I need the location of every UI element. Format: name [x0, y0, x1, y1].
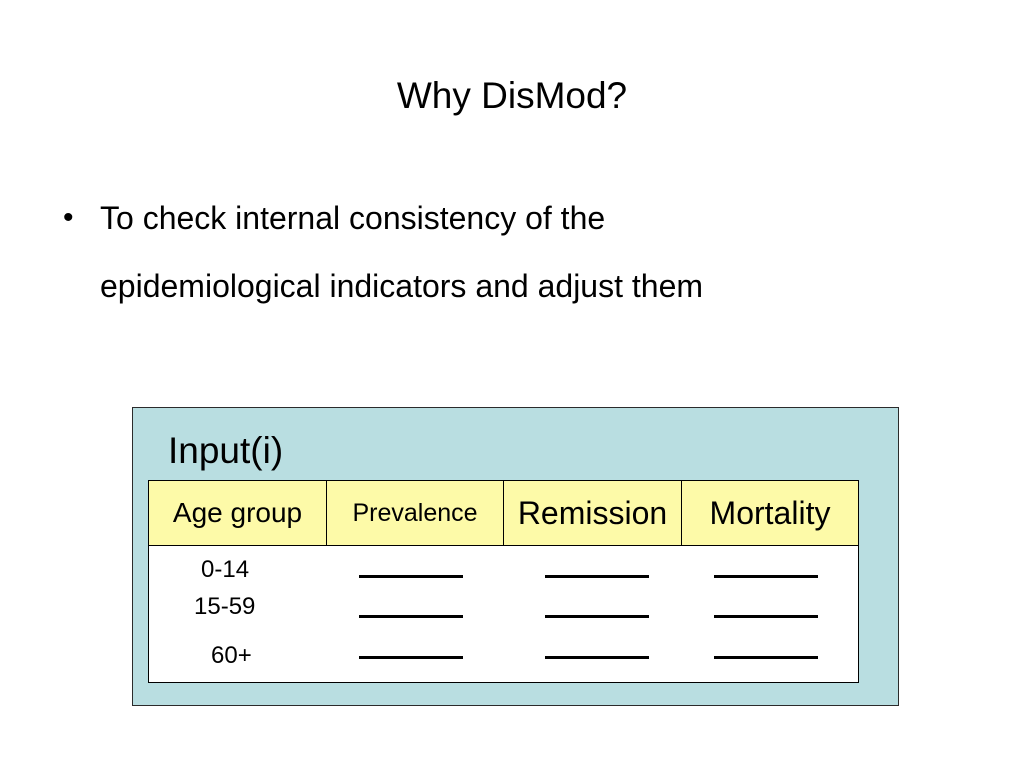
blank-remission-0-14 [545, 575, 649, 578]
table-header-row [149, 481, 858, 546]
input-panel-title: Input(i) [168, 430, 284, 471]
bullet-text-line-2: epidemiological indicators and adjust them [100, 268, 704, 304]
age-group-label: 0-14 [201, 556, 250, 583]
blank-prevalence-15-59 [359, 615, 463, 618]
blank-mortality-15-59 [714, 615, 818, 618]
header-remission: Remission [504, 481, 682, 545]
bullet-dot: • [63, 201, 74, 234]
blank-prevalence-0-14 [359, 575, 463, 578]
age-group-label: 60+ [211, 642, 252, 669]
header-mortality: Mortality [709, 494, 831, 531]
header-prevalence: Prevalence [327, 481, 504, 545]
bullet-text-line-1: To check internal consistency of the [100, 200, 606, 236]
age-group-label: 15-59 [194, 593, 256, 620]
header-age-group: Age group [149, 481, 327, 545]
blank-prevalence-60plus [359, 656, 463, 659]
blank-mortality-0-14 [714, 575, 818, 578]
blank-mortality-60plus [714, 656, 818, 659]
slide-title: Why DisMod? [396, 75, 628, 116]
blank-remission-15-59 [545, 615, 649, 618]
blank-remission-60plus [545, 656, 649, 659]
input-table [148, 480, 859, 683]
